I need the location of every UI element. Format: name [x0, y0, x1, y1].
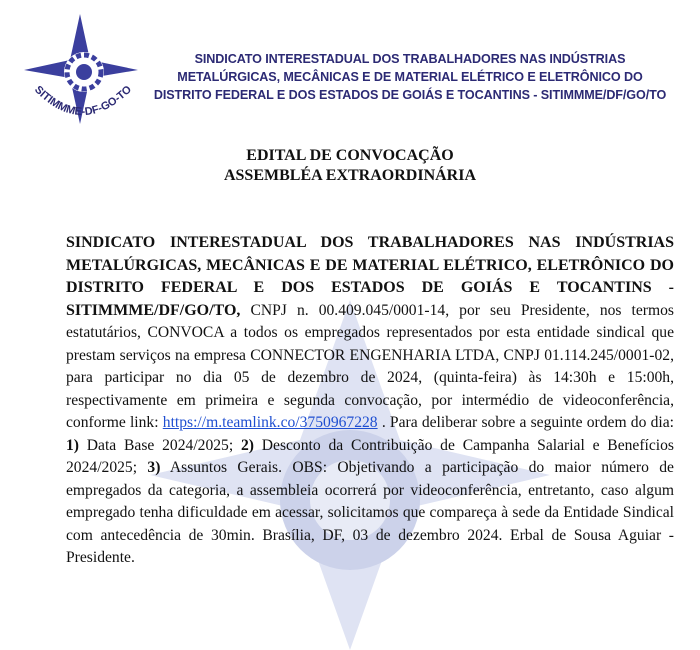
title-line-2: ASSEMBLÉA EXTRAORDINÁRIA: [223, 167, 477, 184]
letterhead-line-1: SINDICATO INTERESTADUAL DOS TRABALHADORES NAS INDÚSTRIAS: [194, 52, 626, 66]
document-title: [0, 146, 700, 186]
body-text-2: . Para deliberar sobre a seguinte ordem do dia:: [377, 414, 674, 431]
logo-text: SITIMMME-DF-GO-TO: [31, 83, 135, 119]
organization-name: SINDICATO INTERESTADUAL DOS TRABALHADORES NAS INDÚSTRIAS METALÚRGICAS, MECÂNICAS E DE MATERIAL ELÉTRICO, ELETRÔNICO DO DISTRITO FEDERAL E DOS ESTADOS DE GOIÁS E TOCANTINS - SITIMMME/DF/GO/TO,: [66, 234, 674, 319]
body-text-1: CNPJ n. 00.409.045/0001-14, por seu Presidente, nos termos estatutários, CONVOCA a todos os empregados representados por esta entidade sindical que prestam serviços na empresa CONNECTOR ENGENHARIA LTDA, CNPJ 01.114.245/0001-02, para participar no dia 05 de dezembro de 2024, (quinta-feira) às 14:30h e 15:00h, respectivamente em primeira e segunda convocação, por intermédio de videoconferência, conforme link:: [66, 301, 674, 431]
union-logo: [22, 12, 142, 134]
title-line-1: EDITAL DE CONVOCAÇÃO: [246, 147, 454, 164]
letterhead-line-3: DISTRITO FEDERAL E DOS ESTADOS DE GOIÁS E TOCANTINS - SITIMMME/DF/GO/TO: [153, 88, 667, 102]
agenda-item-2-number: 2): [240, 436, 254, 454]
agenda-item-1-number: 1): [66, 436, 79, 454]
meeting-link[interactable]: https://m.teamlink.co/3750967228: [162, 414, 378, 431]
agenda-item-3-text: Assuntos Gerais. OBS: Objetivando a participação do maior número de empregados da categoria, a assembleia ocorrerá por videoconferência, entretanto, caso algum empregado tenha dificuldade em acessar, solicitamos que compareça à sede da Entidade Sindical com antecedência de 30min. Brasília, DF, 03 de dezembro 2024. Erbal de Sousa Aguiar - Presidente.: [66, 459, 674, 566]
notice-paragraph: [66, 232, 674, 570]
agenda-item-3-number: 3): [147, 459, 161, 476]
letterhead-line-2: METALÚRGICAS, MECÂNICAS E DE MATERIAL ELÉTRICO E ELETRÔNICO DO: [177, 70, 643, 84]
notice-body: [66, 232, 674, 570]
agenda-item-1-text: Data Base 2024/2025;: [79, 436, 241, 454]
agenda-item-2-text: Desconto da Contribuição de Campanha Salarial e Benefícios 2024/2025;: [66, 436, 674, 476]
letterhead: [150, 50, 670, 104]
